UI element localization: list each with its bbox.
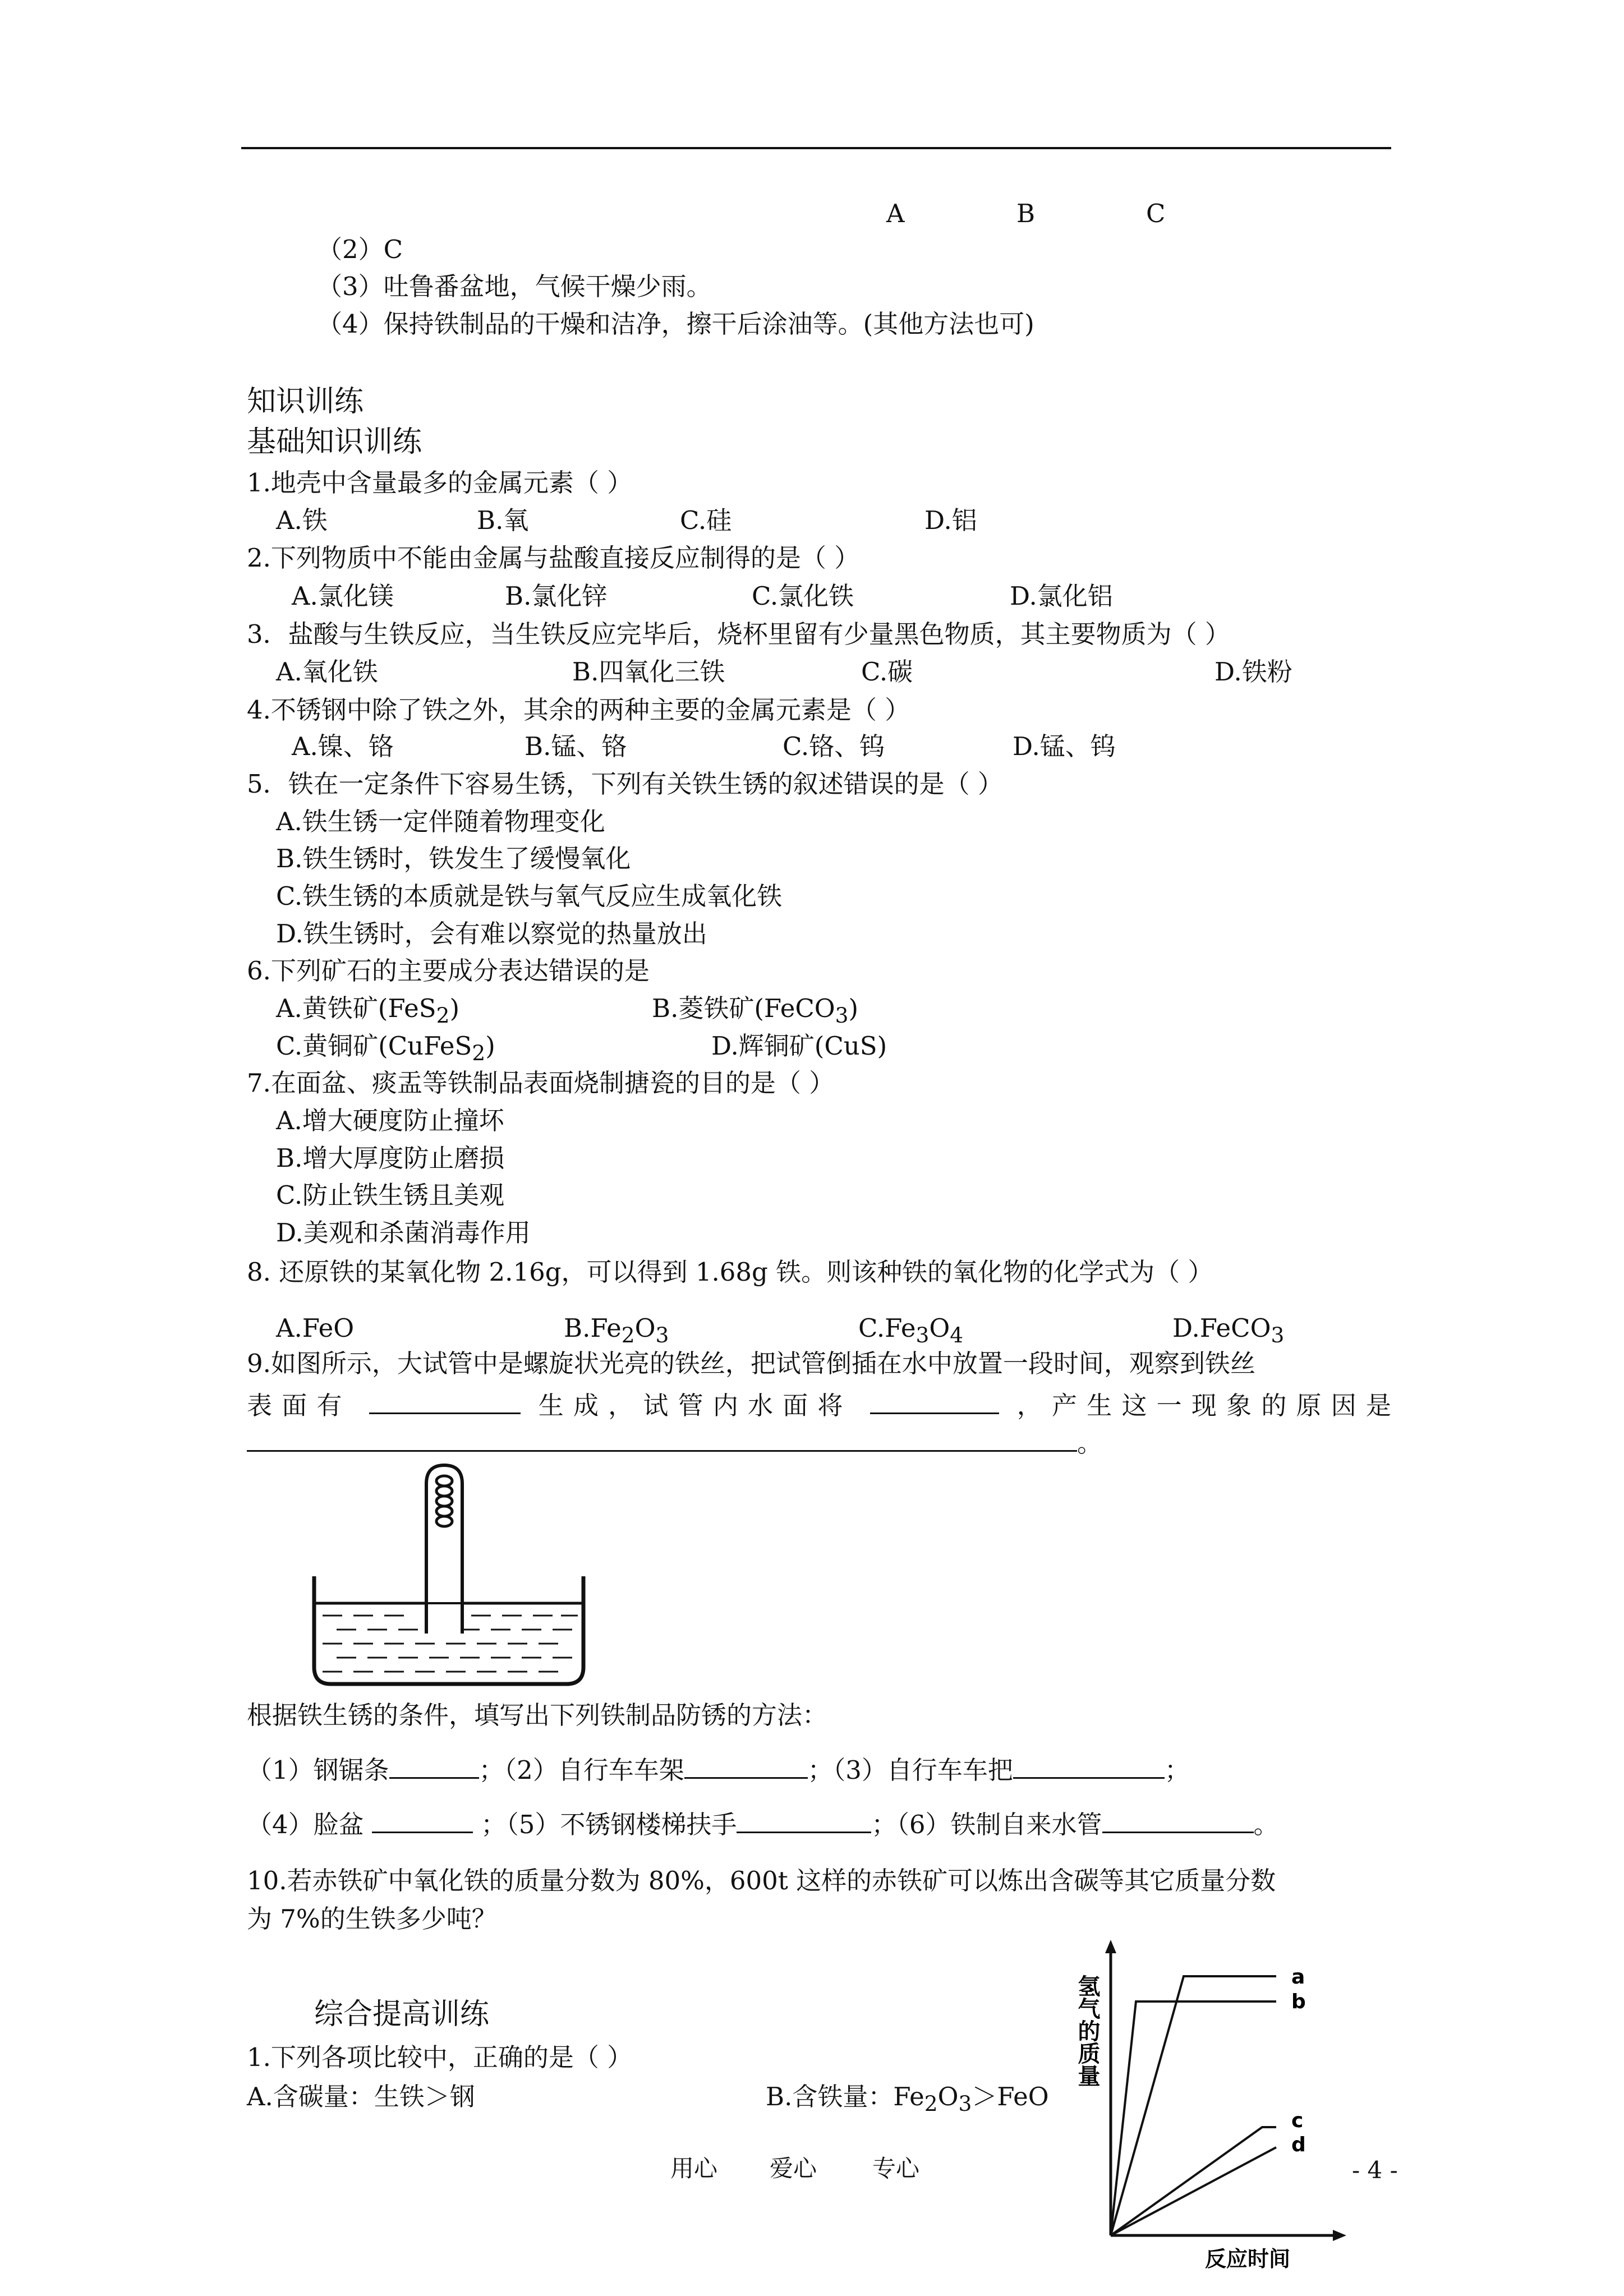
- q5-option-c: C.铁生锈的本质就是铁与氧气反应生成氧化铁: [276, 881, 783, 911]
- x-axis-arrow: [1333, 2230, 1346, 2241]
- q3-option-b: B.四氧化三铁: [572, 657, 725, 687]
- q1-option-d: D.铝: [924, 505, 977, 535]
- rust-blank-1[interactable]: [389, 1755, 479, 1779]
- q1-option-c: C.硅: [680, 505, 732, 535]
- footer-slogan-3: 专心: [872, 2155, 920, 2182]
- test-tube-diagram: [303, 1458, 595, 1694]
- q4-option-d: D.锰、钨: [1013, 731, 1116, 761]
- q9-blank-1[interactable]: [369, 1390, 521, 1414]
- curve-d: [1111, 2147, 1276, 2235]
- q3-stem: 3．盐酸与生铁反应，当生铁反应完毕后，烧杯里留有少量黑色物质，其主要物质为（ ）: [247, 619, 1230, 649]
- rust-blank-5[interactable]: [737, 1809, 871, 1833]
- top-label-a: A: [886, 199, 905, 228]
- q3-option-a: A.氧化铁: [276, 657, 378, 687]
- adv-q1-option-a: A.含碳量：生铁＞钢: [247, 2082, 475, 2111]
- header-rule: [241, 147, 1391, 149]
- top-label-c: C: [1146, 199, 1166, 228]
- q5-stem: 5．铁在一定条件下容易生锈，下列有关铁生锈的叙述错误的是（ ）: [247, 769, 1003, 799]
- q9-line2: 表面有 生成，试管内水面将 ，产生这一现象的原因是: [247, 1391, 1391, 1420]
- series-label-a: a: [1291, 1966, 1305, 1989]
- q5-option-d: D.铁生锈时，会有难以察觉的热量放出: [276, 919, 707, 949]
- q8-stem: 8. 还原铁的某氧化物 2.16g，可以得到 1.68g 铁。则该种铁的氧化物的化学式为（ ）: [247, 1257, 1213, 1287]
- page-number: - 4 -: [1352, 2156, 1398, 2184]
- q6-option-b: B.菱铁矿(FeCO$_3$): [652, 993, 859, 1028]
- q2-option-c: C.氯化铁: [752, 581, 854, 611]
- curve-b: [1111, 2001, 1276, 2235]
- basic-training-title: 基础知识训练: [247, 425, 422, 459]
- q10-line1: 10.若赤铁矿中氧化铁的质量分数为 80%，600t 这样的赤铁矿可以炼出含碳等其它质量分数: [247, 1866, 1276, 1895]
- q5-option-a: A.铁生锈一定伴随着物理变化: [276, 807, 605, 836]
- q6-option-c: C.黄铜矿(CuFeS$_2$): [276, 1031, 495, 1065]
- q4-stem: 4.不锈钢中除了铁之外，其余的两种主要的金属元素是（ ）: [247, 695, 910, 725]
- series-label-d: d: [1291, 2133, 1306, 2156]
- advanced-training-title: 综合提高训练: [314, 1998, 490, 2031]
- series-label-c: c: [1291, 2109, 1304, 2132]
- q7-option-a: A.增大硬度防止撞坏: [276, 1106, 504, 1135]
- q5-option-b: B.铁生锈时，铁发生了缓慢氧化: [276, 844, 631, 873]
- q2-stem: 2.下列物质中不能由金属与盐酸直接反应制得的是（ ）: [247, 543, 860, 573]
- q3-option-d: D.铁粉: [1214, 657, 1292, 687]
- q6-option-d: D.辉铜矿(CuS): [711, 1031, 887, 1061]
- section-title: 知识训练: [247, 385, 364, 418]
- q1-stem: 1.地壳中含量最多的金属元素（ ）: [247, 468, 633, 498]
- q9-line3: 。: [247, 1428, 1102, 1456]
- y-axis-label: 氢气的质量: [1074, 1975, 1100, 2087]
- footer-slogan-1: 用心: [670, 2155, 718, 2182]
- q9-blank-2[interactable]: [870, 1390, 999, 1414]
- rust-row-2: （4）脸盆 ；（5）不锈钢楼梯扶手 ；（6）铁制自来水管 。: [247, 1810, 1279, 1839]
- q7-option-c: C.防止铁生锈且美观: [276, 1180, 505, 1210]
- q10-line2: 为 7%的生铁多少吨？: [247, 1904, 497, 1934]
- rust-blank-6[interactable]: [1102, 1809, 1254, 1833]
- x-axis-label: 反应时间: [1205, 2247, 1291, 2271]
- q9-line1: 9.如图所示，大试管中是螺旋状光亮的铁丝，把试管倒插在水中放置一段时间，观察到铁丝: [247, 1349, 1255, 1378]
- rust-blank-3[interactable]: [1013, 1755, 1165, 1779]
- rust-blank-2[interactable]: [684, 1755, 808, 1779]
- adv-q1-option-b: B.含铁量：$Fe_2O_3>FeO$: [766, 2082, 1049, 2116]
- q6-option-a: A.黄铁矿(FeS$_2$): [276, 993, 460, 1028]
- q3-option-c: C.碳: [861, 657, 913, 687]
- prev-answer-2: （2）C: [317, 234, 403, 264]
- top-label-b: B: [1016, 199, 1036, 228]
- hydrogen-graph: [1066, 1935, 1380, 2272]
- q2-option-a: A.氯化镁: [292, 581, 394, 611]
- q2-option-d: D.氯化铝: [1010, 581, 1113, 611]
- footer-slogan-2: 爱心: [770, 2155, 817, 2182]
- q4-option-b: B.锰、铬: [525, 731, 627, 761]
- q4-option-c: C.铬、钨: [783, 731, 885, 761]
- rust-intro: 根据铁生锈的条件，填写出下列铁制品防锈的方法：: [247, 1700, 828, 1730]
- q9-blank-3[interactable]: [247, 1428, 1077, 1452]
- q1-option-a: A.铁: [276, 505, 328, 535]
- series-label-b: b: [1291, 1990, 1306, 2013]
- prev-answer-4: （4）保持铁制品的干燥和洁净，擦干后涂油等。(其他方法也可): [317, 309, 1034, 339]
- q8-option-a: A.FeO: [276, 1313, 355, 1343]
- q7-option-d: D.美观和杀菌消毒作用: [276, 1218, 531, 1248]
- adv-q1-stem: 1.下列各项比较中，正确的是（ ）: [247, 2042, 633, 2072]
- q7-stem: 7.在面盆、痰盂等铁制品表面烧制搪瓷的目的是（ ）: [247, 1068, 835, 1098]
- q7-option-b: B.增大厚度防止磨损: [276, 1143, 505, 1173]
- q4-option-a: A.镍、铬: [292, 731, 394, 761]
- rust-blank-4[interactable]: [372, 1809, 473, 1833]
- q8-option-b: $B.Fe_2O_3$: [564, 1313, 669, 1347]
- q8-option-d: D.FeCO$_3$: [1172, 1313, 1285, 1347]
- q8-option-c: $C.Fe_3O_4$: [858, 1313, 964, 1347]
- q6-stem: 6.下列矿石的主要成分表达错误的是: [247, 956, 650, 986]
- prev-answer-3: （3）吐鲁番盆地，气候干燥少雨。: [317, 272, 712, 301]
- y-axis-arrow: [1105, 1940, 1116, 1953]
- q1-option-b: B.氧: [477, 505, 529, 535]
- rust-row-1: （1）钢锯条 ；（2）自行车车架 ；（3）自行车车把 ；: [247, 1755, 1190, 1785]
- q2-option-b: B.氯化锌: [505, 581, 608, 611]
